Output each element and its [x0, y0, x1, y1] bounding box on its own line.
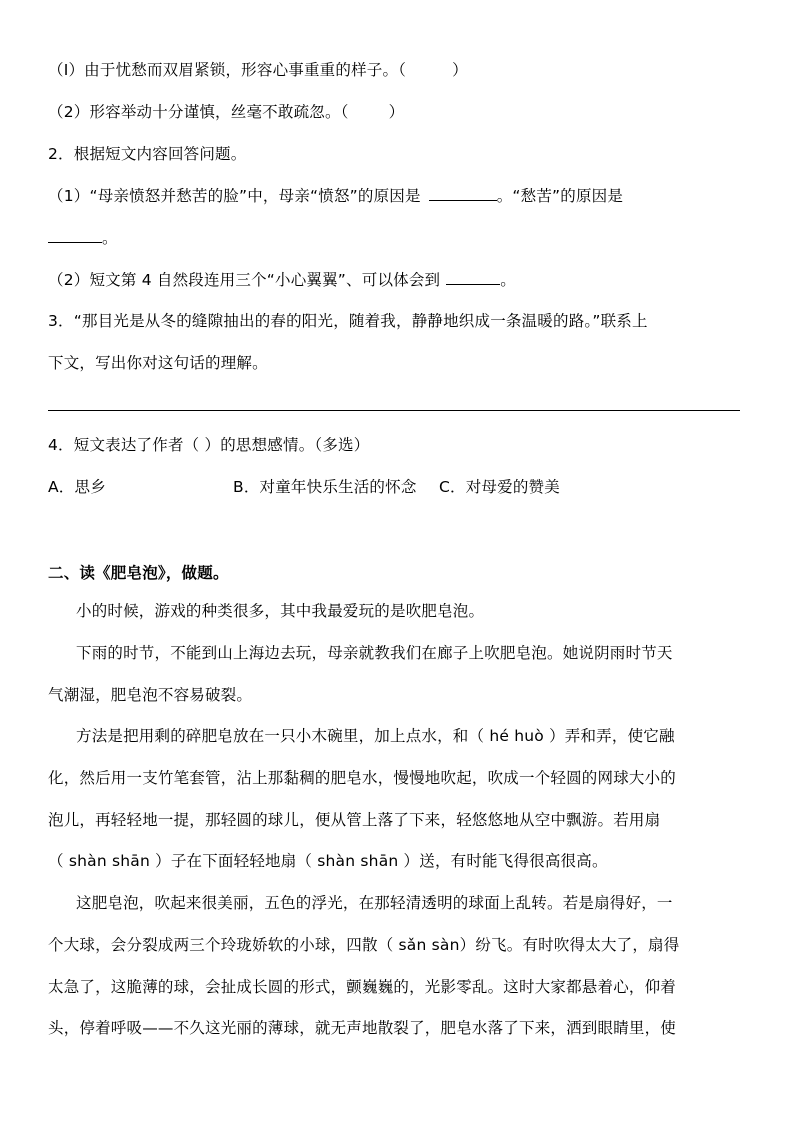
question-4-options: [48, 476, 748, 498]
passage-paragraph-2-line-2: [48, 684, 748, 706]
question-1-item-2: [48, 101, 748, 123]
section-title: 二、读《肥皂泡》，做题。: [48, 564, 229, 582]
close-paren: ）: [388, 103, 405, 121]
passage-paragraph-4-line-3: [48, 976, 748, 998]
question-text: 3．“那目光是从冬的缝隙抽出的春的阳光，随着我，静静地织成一条温暖的路。”联系上: [48, 312, 648, 330]
question-text: 。: [500, 271, 516, 289]
question-1-item-i: [48, 59, 748, 81]
paragraph-text: 下雨的时节，不能到山上海边去玩，母亲就教我们在廊子上吹肥皂泡。她说阴雨时节天: [76, 644, 673, 662]
question-text: （2）形容举动十分谨慎，丝毫不敢疏忽。（: [48, 103, 349, 121]
answer-blank[interactable]: [446, 270, 500, 285]
paragraph-text: 泡儿，再轻轻地一提，那轻圆的球儿，便从管上落了下来，轻悠悠地从空中飘游。若用扇: [48, 811, 661, 829]
answer-blank[interactable]: [429, 186, 497, 201]
close-paren: ）: [452, 61, 468, 79]
question-2-item-1: [48, 185, 748, 207]
passage-paragraph-3-line-3: [48, 809, 748, 831]
passage-paragraph-4-line-4: [48, 1017, 748, 1039]
question-2-item-1-continued: [48, 227, 748, 249]
answer-line[interactable]: [48, 410, 740, 411]
option-a[interactable]: A．思乡: [48, 478, 106, 496]
paragraph-text: 这肥皂泡，吹起来很美丽，五色的浮光，在那轻清透明的球面上乱转。若是扇得好，一: [76, 894, 673, 912]
answer-blank[interactable]: [48, 228, 102, 243]
paragraph-text: 化，然后用一支竹笔套管，沾上那黏稠的肥皂水，慢慢地吹起，吹成一个轻圆的网球大小的: [48, 769, 677, 787]
paragraph-text: 方法是把用剩的碎肥皂放在一只小木碗里，加上点水，和（ hé huò ）弄和弄，使它融: [76, 727, 675, 745]
paragraph-text: 气潮湿，肥皂泡不容易破裂。: [48, 686, 253, 704]
paragraph-text: 太急了，这脆薄的球，会扯成长圆的形式，颤巍巍的，光影零乱。这时大家都悬着心，仰着: [48, 978, 677, 996]
passage-paragraph-3-line-1: [76, 725, 776, 747]
paragraph-text: （ shàn shān ）子在下面轻轻地扇（ shàn shān ）送，有时能飞得很高很高。: [48, 852, 608, 870]
question-text: 。: [102, 229, 118, 247]
question-text: （1）“母亲愤怒并愁苦的脸”中，母亲“愤怒”的原因是: [48, 187, 421, 205]
option-c[interactable]: C．对母爱的赞美: [439, 478, 560, 496]
question-text: 4．短文表达了作者（ ）的思想感情。（多选）: [48, 436, 370, 454]
passage-paragraph-3-line-2: [48, 767, 748, 789]
paragraph-text: 个大球，会分裂成两三个玲珑娇软的小球，四散（ sǎn sàn）纷飞。有时吹得太大了，扇得: [48, 936, 680, 954]
option-b[interactable]: B．对童年快乐生活的怀念: [233, 478, 417, 496]
question-2-heading: [48, 143, 748, 165]
question-text: 下文，写出你对这句话的理解。: [48, 354, 268, 372]
question-2-item-2: [48, 269, 748, 291]
passage-paragraph-1: [76, 600, 776, 622]
question-text: （I）由于忧愁而双眉紧锁，形容心事重重的样子。（: [48, 61, 407, 79]
question-4: [48, 434, 748, 456]
question-3-line-1: [48, 310, 748, 332]
question-text: 2．根据短文内容回答问题。: [48, 145, 247, 163]
question-text: （2）短文第 4 自然段连用三个“小心翼翼”、可以体会到: [48, 271, 441, 289]
paragraph-text: 小的时候，游戏的种类很多，其中我最爱玩的是吹肥皂泡。: [76, 602, 485, 620]
passage-paragraph-4-line-2: [48, 934, 748, 956]
question-text: 。“愁苦”的原因是: [496, 187, 624, 205]
passage-paragraph-2-line-1: [76, 642, 776, 664]
passage-paragraph-4-line-1: [76, 892, 776, 914]
section-2-heading: [48, 562, 748, 584]
passage-paragraph-3-line-4: [48, 850, 748, 872]
question-3-line-2: [48, 352, 748, 374]
paragraph-text: 头，停着呼吸——不久这光丽的薄球，就无声地散裂了，肥皂水落了下来，洒到眼睛里，使: [48, 1019, 677, 1037]
